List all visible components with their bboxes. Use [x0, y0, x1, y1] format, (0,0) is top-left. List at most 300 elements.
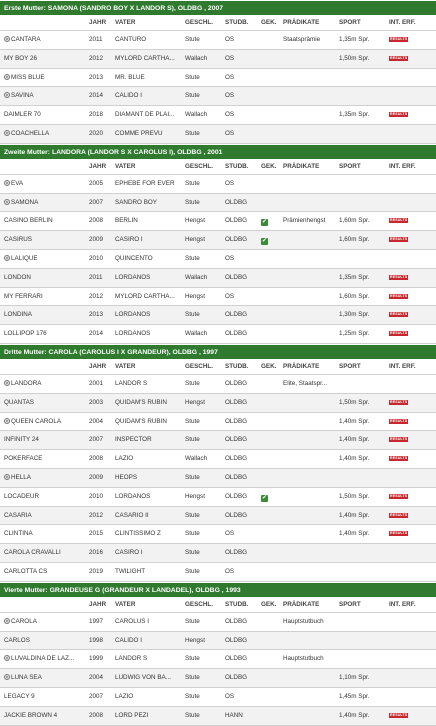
sport-level: 1,60m Spr. [339, 236, 370, 244]
horse-name-link[interactable] [4, 250, 86, 269]
column-header-book: STUDB. [225, 362, 249, 370]
horse-name: LUVALDINA DE LAZ... [11, 655, 75, 663]
horse-name: LANDORA [11, 379, 42, 387]
sex: Stute [185, 655, 200, 663]
checkmark-icon: ✔ [261, 494, 268, 501]
sex: Wallach [185, 455, 208, 463]
horse-name: QUANTAS [4, 398, 34, 406]
horse-name: MISS BLUE [11, 73, 45, 81]
studbook: OLDBG [225, 198, 248, 206]
birth-year: 2009 [89, 236, 104, 244]
int-results-cell [389, 212, 433, 231]
stud-marker-icon [4, 180, 10, 186]
column-header-father: VATER [115, 362, 136, 370]
column-header-int: INT. ERF. [389, 600, 416, 608]
section-header: Vierte Mutter: GRANDEUSE G (GRANDEUR X LANDADEL), OLDBG , 1993 [0, 582, 436, 597]
birth-year: 2012 [89, 54, 104, 62]
sport-level: 1,40m Spr. [339, 530, 370, 538]
horse-name: SAMONA [11, 198, 39, 206]
horse-name-link[interactable] [4, 669, 86, 688]
column-header-sport: SPORT [339, 162, 361, 170]
column-header-year: JAHR [89, 600, 107, 608]
column-header-sport: SPORT [339, 362, 361, 370]
sport-level: 1,25m Spr. [339, 330, 370, 338]
results-button[interactable]: RESULTS [390, 456, 408, 461]
section-header: Zweite Mutter: LANDORA (LANDOR S X CAROLUS I), OLDBG , 2001 [0, 144, 436, 159]
father-link[interactable]: EPHEBE FOR EVER [115, 179, 175, 187]
stud-marker-icon [4, 74, 10, 80]
birth-year: 2007 [89, 198, 104, 206]
studbook: HANN [225, 711, 243, 719]
results-button[interactable]: RESULTS [390, 493, 408, 498]
studbook: OLDBG [225, 273, 248, 281]
father-link[interactable]: LANDOR S [115, 379, 148, 387]
horse-name: CLINTINA [4, 530, 33, 538]
table-row[interactable] [0, 688, 436, 707]
father-link[interactable]: QUIDAM'S RUBIN [115, 417, 167, 425]
column-header-year: JAHR [89, 362, 107, 370]
horse-name: POKERFACE [4, 455, 43, 463]
sex: Hengst [185, 236, 205, 244]
horse-name: QUEEN CAROLA [11, 417, 62, 425]
sex: Stute [185, 511, 200, 519]
birth-year: 2011 [89, 36, 103, 43]
horse-name: LALIQUE [11, 254, 38, 262]
table-row[interactable] [0, 544, 436, 563]
horse-name-link[interactable] [4, 413, 86, 432]
birth-year: 2014 [89, 330, 104, 338]
sex: Stute [185, 379, 200, 387]
column-header-row [0, 597, 436, 613]
studbook: OS [225, 530, 235, 538]
sex: Stute [185, 198, 200, 206]
horse-name: MY BOY 26 [4, 54, 38, 62]
studbook: OLDBG [225, 617, 248, 625]
results-button[interactable]: RESULTS [390, 437, 408, 442]
results-button[interactable]: RESULTS [390, 274, 408, 279]
int-results-cell [389, 431, 433, 450]
birth-year: 2007 [89, 692, 104, 700]
int-results-cell [389, 31, 433, 50]
column-header-pred: PRÄDIKATE [283, 19, 320, 26]
horse-name: EVA [11, 179, 24, 187]
father-link[interactable]: TWILIGHT [115, 567, 146, 575]
gekoert-cell [261, 212, 281, 231]
horse-name-link[interactable] [4, 563, 86, 582]
table-row[interactable] [0, 507, 436, 526]
column-header-father: VATER [115, 162, 136, 170]
sex: Stute [185, 711, 200, 719]
father-link[interactable]: LORDANOS [115, 311, 151, 319]
int-results-cell [389, 231, 433, 250]
sex: Wallach [185, 330, 208, 338]
sport-level: 1,40m Spr. [339, 711, 370, 719]
horse-name-link[interactable] [4, 106, 86, 125]
sex: Stute [185, 567, 200, 575]
father-link[interactable]: QUINCENTO [115, 254, 153, 262]
father-link[interactable]: LORDANOS [115, 492, 151, 500]
birth-year: 2019 [89, 567, 104, 575]
int-results-cell [389, 325, 433, 344]
father-link[interactable]: CASIRO I [115, 549, 143, 557]
birth-year: 1999 [89, 655, 104, 663]
int-results-cell [389, 106, 433, 125]
results-button[interactable]: RESULTS [390, 218, 408, 223]
int-results-cell [389, 450, 433, 469]
horse-name-link[interactable] [4, 431, 86, 450]
horse-name: LOCADEUR [4, 492, 39, 500]
birth-year: 2004 [89, 674, 104, 682]
table-row[interactable] [0, 469, 436, 488]
table-row[interactable] [0, 288, 436, 307]
results-button[interactable]: RESULTS [390, 237, 408, 242]
results-button[interactable]: RESULTS [390, 512, 408, 517]
column-header-gek: GEK. [261, 600, 277, 608]
horse-name-link[interactable] [4, 688, 86, 707]
birth-year: 2014 [89, 92, 104, 100]
studbook: OS [225, 692, 235, 700]
horse-name: LONDON [4, 273, 31, 281]
father-link[interactable]: CASIRO I [115, 236, 143, 244]
table-row[interactable] [0, 325, 436, 344]
column-header-father: VATER [115, 19, 136, 26]
stud-marker-icon [4, 255, 10, 261]
horse-name-link[interactable] [4, 231, 86, 250]
father-link[interactable]: LUDWIG VON BA... [115, 674, 171, 682]
studbook: OS [225, 292, 235, 300]
horse-name-link[interactable] [4, 707, 86, 726]
stud-marker-icon [4, 618, 10, 624]
results-button[interactable]: RESULTS [390, 712, 408, 717]
father-link[interactable]: CALIDO I [115, 92, 142, 100]
birth-year: 2005 [89, 179, 104, 187]
birth-year: 2008 [89, 711, 104, 719]
birth-year: 2020 [89, 129, 104, 137]
column-header-sport: SPORT [339, 19, 361, 26]
studbook: OLDBG [225, 492, 248, 500]
stud-marker-icon [4, 418, 10, 424]
column-header-sex: GESCHL. [185, 362, 213, 370]
horse-name-link[interactable] [4, 69, 86, 88]
table-row[interactable] [0, 650, 436, 669]
studbook: OS [225, 54, 235, 62]
table-row[interactable] [0, 413, 436, 432]
horse-name-link[interactable] [4, 632, 86, 651]
studbook: OS [225, 129, 235, 137]
birth-year: 2010 [89, 254, 104, 262]
column-header-year: JAHR [89, 19, 107, 26]
predicate: Elite, Staatspr... [283, 379, 328, 387]
sex: Stute [185, 311, 200, 319]
horse-name-link[interactable] [4, 507, 86, 526]
table-row[interactable] [0, 175, 436, 194]
column-header-int: INT. ERF. [389, 362, 416, 370]
horse-name-link[interactable] [4, 469, 86, 488]
horse-name: CAROLA [11, 617, 37, 625]
sex: Hengst [185, 398, 205, 406]
sport-level: 1,40m Spr. [339, 455, 370, 463]
sex: Wallach [185, 111, 208, 119]
father-link[interactable]: LORD PEZI [115, 711, 149, 719]
birth-year: 2009 [89, 473, 104, 481]
table-row[interactable] [0, 632, 436, 651]
sex: Stute [185, 692, 200, 700]
birth-year: 2011 [89, 273, 103, 281]
stud-marker-icon [4, 92, 10, 98]
sex: Stute [185, 36, 200, 43]
sport-level: 1,35m Spr. [339, 273, 370, 281]
results-button[interactable]: RESULTS [390, 112, 408, 117]
birth-year: 2012 [89, 292, 104, 300]
horse-name-link[interactable] [4, 394, 86, 413]
horse-name: COACHELLA [11, 129, 50, 137]
horse-name: CARLOTTA CS [4, 567, 48, 575]
father-link[interactable]: QUIDAM'S RUBIN [115, 398, 167, 406]
horse-name-link[interactable] [4, 87, 86, 106]
predicate: Hauptstutbuch [283, 617, 324, 625]
father-link[interactable]: CASARIO II [115, 511, 149, 519]
column-header-year: JAHR [89, 162, 107, 170]
column-header-sex: GESCHL. [185, 162, 213, 170]
studbook: OLDBG [225, 473, 248, 481]
table-row[interactable] [0, 525, 436, 544]
column-header-book: STUDB. [225, 162, 249, 170]
horse-name-link[interactable] [4, 269, 86, 288]
results-button[interactable]: RESULTS [390, 331, 408, 336]
stud-marker-icon [4, 130, 10, 136]
studbook: OLDBG [225, 417, 248, 425]
results-button[interactable]: RESULTS [390, 418, 408, 423]
horse-name: CARLOS [4, 636, 30, 644]
horse-name-link[interactable] [4, 175, 86, 194]
column-header-gek: GEK. [261, 19, 277, 26]
stud-marker-icon [4, 674, 10, 680]
birth-year: 2015 [89, 530, 104, 538]
horse-name-link[interactable] [4, 212, 86, 231]
sex: Stute [185, 549, 200, 557]
table-row[interactable] [0, 250, 436, 269]
horse-name-link[interactable] [4, 125, 86, 144]
table-row[interactable] [0, 431, 436, 450]
results-button[interactable]: RESULTS [390, 312, 408, 317]
horse-name-link[interactable] [4, 31, 86, 50]
sex: Stute [185, 473, 200, 481]
horse-name-link[interactable] [4, 306, 86, 325]
horse-name-link[interactable] [4, 50, 86, 69]
int-results-cell [389, 50, 433, 69]
horse-name: LUNA SEA [11, 674, 42, 682]
sex: Hengst [185, 292, 205, 300]
horse-name-link[interactable] [4, 325, 86, 344]
horse-name-link[interactable] [4, 650, 86, 669]
sex: Wallach [185, 273, 208, 281]
studbook: OLDBG [225, 330, 248, 338]
column-header-sex: GESCHL. [185, 600, 213, 608]
father-link[interactable]: LAZIO [115, 692, 134, 700]
results-button[interactable]: RESULTS [390, 37, 408, 41]
sport-level: 1,40m Spr. [339, 436, 370, 444]
results-button[interactable]: RESULTS [390, 55, 408, 60]
sport-level: 1,45m Spr. [339, 692, 370, 700]
table-row[interactable] [0, 707, 436, 726]
stud-marker-icon [4, 199, 10, 205]
studbook: OS [225, 73, 235, 81]
table-row[interactable] [0, 375, 436, 394]
sport-level: 1,50m Spr. [339, 54, 370, 62]
table-row[interactable] [0, 69, 436, 88]
table-row[interactable] [0, 212, 436, 231]
results-button[interactable]: RESULTS [390, 399, 408, 404]
father-link[interactable]: SANDRO BOY [115, 198, 157, 206]
studbook: OLDBG [225, 217, 248, 225]
horse-name: LEGACY 9 [4, 692, 35, 700]
table-row[interactable] [0, 306, 436, 325]
horse-name: CASARIA [4, 511, 32, 519]
father-link[interactable]: CALIDO I [115, 636, 142, 644]
sex: Hengst [185, 217, 205, 225]
int-results-cell [389, 394, 433, 413]
studbook: OS [225, 567, 235, 575]
horse-name-link[interactable] [4, 288, 86, 307]
section-header: Dritte Mutter: CAROLA (CAROLUS I X GRANDEUR), OLDBG , 1997 [0, 344, 436, 359]
father-link[interactable]: COMME PREVU [115, 129, 163, 137]
father-link[interactable]: CAROLUS I [115, 617, 149, 625]
father-link[interactable]: DIAMANT DE PLAI... [115, 111, 175, 119]
horse-name: SAVINA [11, 92, 34, 100]
int-results-cell [389, 507, 433, 526]
studbook: OLDBG [225, 655, 248, 663]
studbook: OLDBG [225, 511, 248, 519]
father-link[interactable]: CANTURO [115, 36, 147, 43]
sport-level: 1,35m Spr. [339, 111, 370, 119]
father-link[interactable]: MYLORD CARTHA... [115, 54, 175, 62]
table-row[interactable] [0, 669, 436, 688]
birth-year: 2018 [89, 111, 104, 119]
int-results-cell [389, 525, 433, 544]
results-button[interactable]: RESULTS [390, 531, 408, 536]
column-header-book: STUDB. [225, 19, 249, 26]
int-results-cell [389, 488, 433, 507]
predicate: Staatsprämie [283, 36, 321, 43]
sex: Stute [185, 617, 200, 625]
stud-marker-icon [4, 655, 10, 661]
table-row[interactable] [0, 394, 436, 413]
int-results-cell [389, 707, 433, 726]
sex: Stute [185, 674, 200, 682]
table-row[interactable] [0, 31, 436, 50]
father-link[interactable]: INSPECTOR [115, 436, 152, 444]
birth-year: 2001 [89, 379, 104, 387]
column-header-row [0, 159, 436, 175]
gekoert-cell [261, 231, 281, 250]
gekoert-cell [261, 488, 281, 507]
checkmark-icon: ✔ [261, 219, 268, 226]
studbook: OS [225, 111, 235, 119]
int-results-cell [389, 413, 433, 432]
table-row[interactable] [0, 563, 436, 582]
sex: Stute [185, 436, 200, 444]
horse-name: MY FERRARI [4, 292, 43, 300]
sport-level: 1,40m Spr. [339, 511, 370, 519]
sex: Stute [185, 92, 200, 100]
horse-name-link[interactable] [4, 544, 86, 563]
table-row[interactable] [0, 450, 436, 469]
studbook: OLDBG [225, 236, 248, 244]
int-results-cell [389, 269, 433, 288]
stud-marker-icon [4, 474, 10, 480]
horse-name-link[interactable] [4, 613, 86, 632]
studbook: OS [225, 254, 235, 262]
studbook: OLDBG [225, 674, 248, 682]
table-row[interactable] [0, 50, 436, 69]
column-header-pred: PRÄDIKATE [283, 162, 320, 170]
studbook: OLDBG [225, 549, 248, 557]
father-link[interactable]: LORDANOS [115, 273, 151, 281]
horse-name: INFINITY 24 [4, 436, 39, 444]
horse-name: CAROLA CRAVALLI [4, 549, 61, 557]
table-row[interactable] [0, 87, 436, 106]
predicate: Hauptstutbuch [283, 655, 324, 663]
sport-level: 1,40m Spr. [339, 417, 370, 425]
sport-level: 1,10m Spr. [339, 674, 370, 682]
horse-name-link[interactable] [4, 525, 86, 544]
table-row[interactable] [0, 231, 436, 250]
table-row[interactable] [0, 488, 436, 507]
stud-marker-icon [4, 36, 10, 42]
father-link[interactable]: BERLIN [115, 217, 138, 225]
stud-marker-icon [4, 380, 10, 386]
sex: Hengst [185, 492, 205, 500]
birth-year: 1997 [89, 617, 104, 625]
sex: Stute [185, 530, 200, 538]
horse-name: HELLA [11, 473, 31, 481]
table-row[interactable] [0, 269, 436, 288]
birth-year: 1998 [89, 636, 104, 644]
father-link[interactable]: HEOPS [115, 473, 138, 481]
father-link[interactable]: CLINTISSIMO Z [115, 530, 161, 538]
studbook: OS [225, 92, 235, 100]
horse-name-link[interactable] [4, 450, 86, 469]
sport-level: 1,50m Spr. [339, 492, 370, 500]
checkmark-icon: ✔ [261, 238, 268, 245]
results-button[interactable]: RESULTS [390, 293, 408, 298]
column-header-int: INT. ERF. [389, 162, 416, 170]
studbook: OS [225, 179, 235, 187]
horse-name-link[interactable] [4, 194, 86, 213]
father-link[interactable]: MYLORD CARTHA... [115, 292, 175, 300]
birth-year: 2004 [89, 417, 104, 425]
father-link[interactable]: LANDOR S [115, 655, 148, 663]
horse-name-link[interactable] [4, 375, 86, 394]
table-row[interactable] [0, 194, 436, 213]
column-header-pred: PRÄDIKATE [283, 362, 320, 370]
horse-name: CASIRUS [4, 236, 32, 244]
father-link[interactable]: MR. BLUE [115, 73, 145, 81]
table-row[interactable] [0, 613, 436, 632]
table-row[interactable] [0, 106, 436, 125]
father-link[interactable]: LORDANOS [115, 330, 151, 338]
studbook: OLDBG [225, 379, 248, 387]
father-link[interactable]: LAZIO [115, 455, 134, 463]
horse-name-link[interactable] [4, 488, 86, 507]
section-header: Erste Mutter: SAMONA (SANDRO BOY X LANDOR S), OLDBG , 2007 [0, 0, 436, 15]
birth-year: 2008 [89, 455, 104, 463]
studbook: OLDBG [225, 436, 248, 444]
sport-level: 1,60m Spr. [339, 217, 370, 225]
column-header-row [0, 15, 436, 31]
birth-year: 2013 [89, 311, 104, 319]
table-row[interactable] [0, 125, 436, 144]
